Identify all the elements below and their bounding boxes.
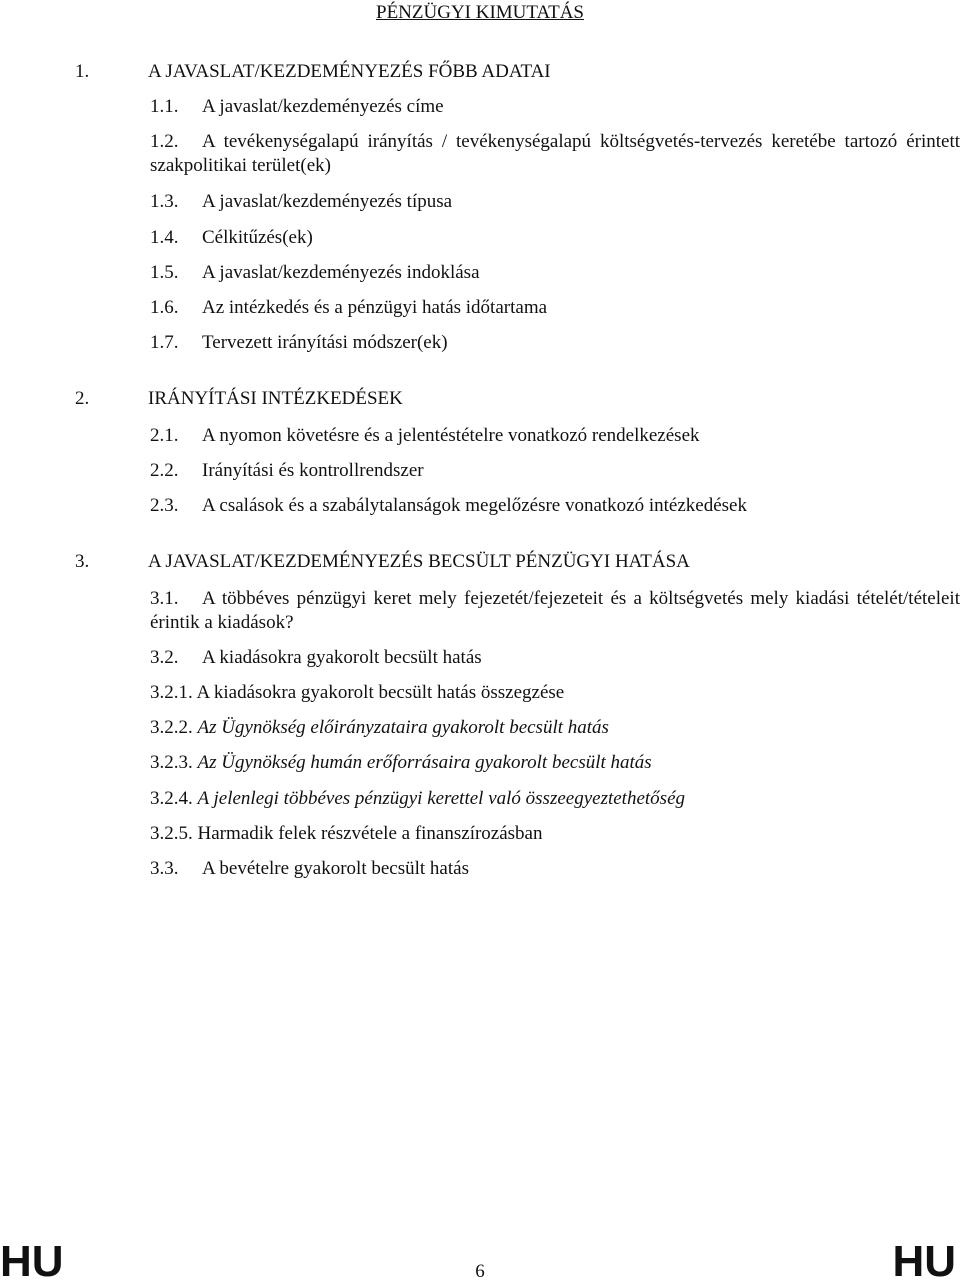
page-number: 6 [475,1261,485,1282]
toc-item [150,752,652,774]
toc-item [150,788,685,810]
item-number: 3.3. [150,858,179,879]
item-label: A javaslat/kezdeményezés indoklása [202,262,480,283]
section-2-heading [75,388,403,410]
item-number: 3.2.1. [150,682,193,703]
item-number: 2.1. [150,425,179,446]
footer-language-left: HU [0,1237,64,1286]
footer-language-right: HU [892,1237,956,1286]
item-label: Az Ügynökség előirányzataira gyakorolt becsült hatás [197,717,609,738]
toc-item [150,227,313,249]
page-title: PÉNZÜGYI KIMUTATÁS [376,2,584,23]
item-label: A többéves pénzügyi keret mely fejezetét/fejezeteit és a költségvetés mely kiadási tételét/tételeit érintik a kiadások? [150,588,960,633]
item-number: 1.4. [150,227,179,248]
section-number: 2. [75,388,90,409]
item-number: 1.5. [150,262,179,283]
item-label: A csalások és a szabálytalanságok megelőzésre vonatkozó intézkedések [202,495,747,516]
item-number: 3.2.2. [150,717,193,738]
section-label: A JAVASLAT/KEZDEMÉNYEZÉS FŐBB ADATAI [148,61,551,82]
toc-item [150,130,960,178]
item-label: Harmadik felek részvétele a finanszírozásban [197,823,543,844]
section-label: IRÁNYÍTÁSI INTÉZKEDÉSEK [148,388,403,409]
toc-item [150,297,547,319]
item-number: 3.2.3. [150,752,193,773]
item-number: 2.2. [150,460,179,481]
item-label: A javaslat/kezdeményezés címe [202,96,444,117]
item-label: A javaslat/kezdeményezés típusa [202,191,453,212]
toc-item [150,96,444,118]
item-number: 1.1. [150,96,179,117]
toc-item [150,823,543,845]
item-number: 3.2. [150,647,179,668]
section-3-heading [75,551,690,573]
item-number: 1.2. [150,131,179,152]
toc-item [150,587,960,635]
item-label: A jelenlegi többéves pénzügyi kerettel való összeegyeztethetőség [197,788,685,809]
toc-item [150,332,448,354]
item-label: A bevételre gyakorolt becsült hatás [202,858,469,879]
item-label: Célkitűzés(ek) [202,227,313,248]
toc-item [150,682,564,704]
section-1-heading [75,61,551,83]
item-label: A kiadásokra gyakorolt becsült hatás összegzése [196,682,565,703]
item-number: 1.6. [150,297,179,318]
section-label: A JAVASLAT/KEZDEMÉNYEZÉS BECSÜLT PÉNZÜGYI HATÁSA [148,551,690,572]
toc-item [150,858,469,880]
item-number: 3.1. [150,588,179,609]
toc-item [150,460,424,482]
item-label: Az Ügynökség humán erőforrásaira gyakorolt becsült hatás [197,752,652,773]
item-label: A tevékenységalapú irányítás / tevékenységalapú költségvetés-tervezés keretébe tartozó érintett szakpolitikai terület(ek) [150,131,960,176]
toc-item [150,717,609,739]
item-label: Tervezett irányítási módszer(ek) [202,332,448,353]
section-number: 1. [75,61,90,82]
item-label: Az intézkedés és a pénzügyi hatás időtartama [202,297,548,318]
item-number: 3.2.5. [150,823,193,844]
item-label: Irányítási és kontrollrendszer [202,460,424,481]
item-number: 1.3. [150,191,179,212]
item-number: 1.7. [150,332,179,353]
toc-item [150,495,747,517]
toc-item [150,647,482,669]
toc-item [150,425,700,447]
item-label: A kiadásokra gyakorolt becsült hatás [202,647,482,668]
item-number: 3.2.4. [150,788,193,809]
section-number: 3. [75,551,90,572]
item-label: A nyomon követésre és a jelentéstételre vonatkozó rendelkezések [202,425,700,446]
item-number: 2.3. [150,495,179,516]
toc-item [150,262,480,284]
toc-item [150,191,452,213]
